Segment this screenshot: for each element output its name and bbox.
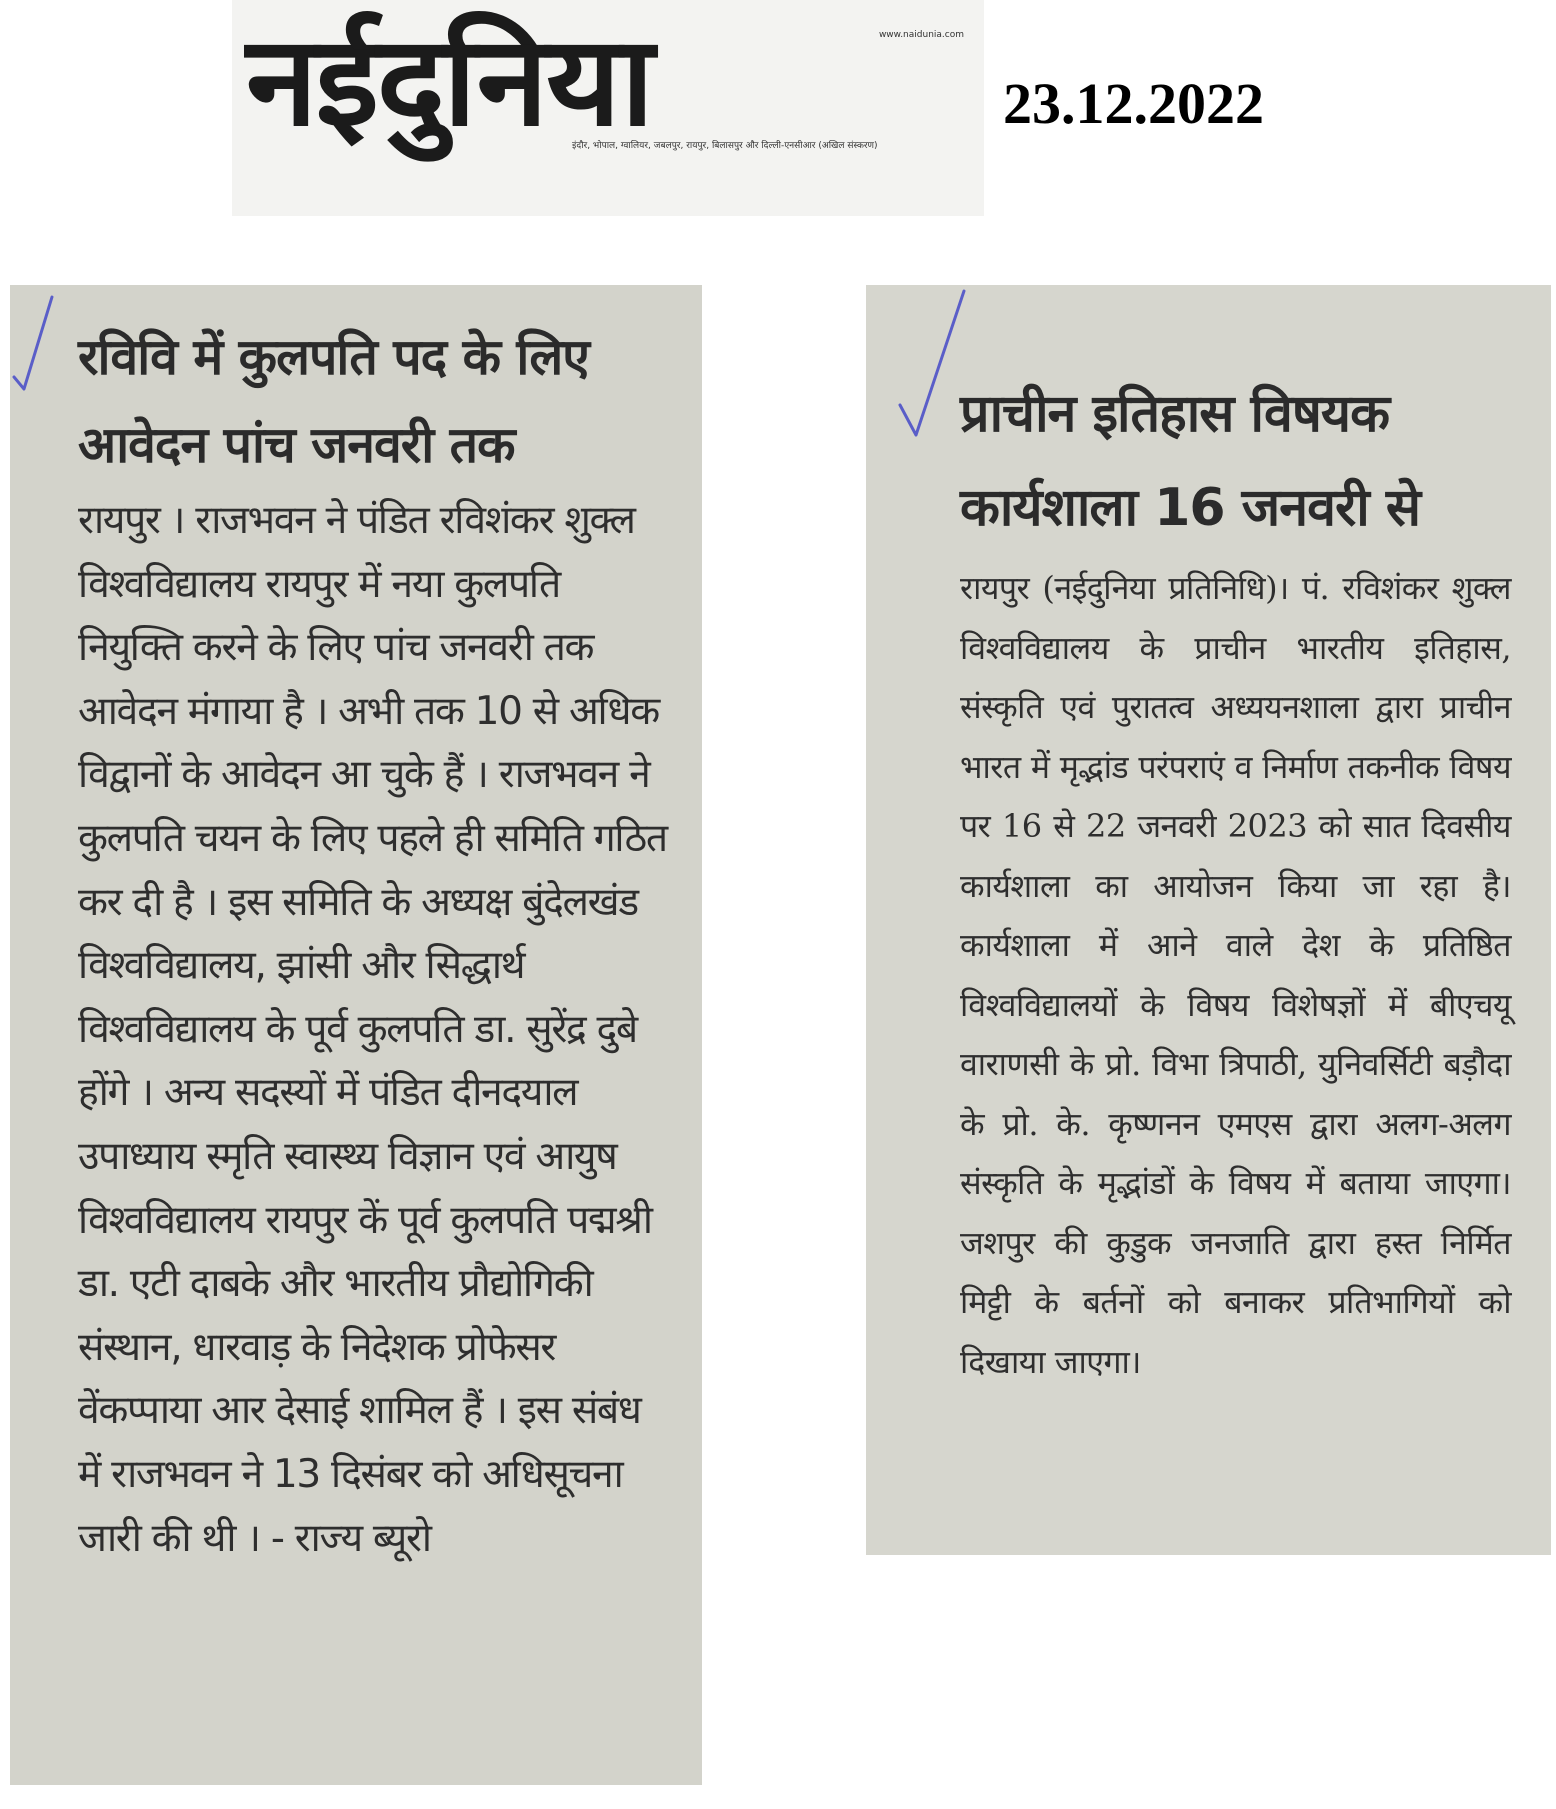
news-clipping-history-workshop [866, 285, 1551, 1555]
article-body: रायपुर (नईदुनिया प्रतिनिधि)। पं. रविशंकर शुक्ल विश्वविद्यालय के प्राचीन भारतीय इतिहास, संस्कृति एवं पुरातत्व अध्ययनशाला द्वारा प्राचीन भारत में मृद्भांड परंपराएं व निर्माण तकनीक विषय पर 16 से 22 जनवरी 2023 को सात दिवसीय कार्यशाला का आयोजन किया जा रहा है। कार्यशाला में आने वाले देश के प्रतिष्ठित विश्वविद्यालयों के विषय विशेषज्ञों में बीएचयू वाराणसी के प्रो. विभा त्रिपाठी, युनिवर्सिटी बड़ौदा के प्रो. के. कृष्णनन एमएस द्वारा अलग-अलग संस्कृति के मृद्भांडों के विषय में बताया जाएगा। जशपुर की कुडुक जनजाति द्वारा हस्त निर्मित मिट्टी के बर्तनों को बनाकर प्रतिभागियों को दिखाया जाएगा। [960, 569, 1511, 1381]
masthead-editions: इंदौर, भोपाल, ग्वालियर, जबलपुर, रायपुर, बिलासपुर और दिल्ली-एनसीआर (अखिल संस्करण) [572, 141, 878, 151]
headline-line-1: प्राचीन इतिहास विषयक [960, 384, 1390, 444]
headline-line-2: आवेदन पांच जनवरी तक [78, 416, 515, 474]
headline-line-2: कार्यशाला 16 जनवरी से [960, 478, 1421, 538]
article-headline [960, 367, 1511, 555]
headline-line-1: रविवि में कुलपति पद के लिए [78, 328, 589, 386]
article-headline [78, 313, 672, 489]
pen-checkmark-icon [10, 285, 70, 425]
newspaper-masthead [232, 0, 984, 216]
article-body: रायपुर । राजभवन ने पंडित रविशंकर शुक्ल विश्वविद्यालय रायपुर में नया कुलपति नियुक्ति करने के लिए पांच जनवरी तक आवेदन मंगाया है । अभी तक 10 से अधिक विद्वानों के आवेदन आ चुके हैं । राजभवन ने कुलपति चयन के लिए पहले ही समिति गठित कर दी है । इस समिति के अध्यक्ष बुंदेलखंड विश्वविद्यालय, झांसी और सिद्धार्थ विश्वविद्यालय के पूर्व कुलपति डा. सुरेंद्र दुबे होंगे । अन्य सदस्यों में पंडित दीनदयाल उपाध्याय स्मृति स्वास्थ्य विज्ञान एवं आयुष विश्वविद्यालय रायपुर कें पूर्व कुलपति पद्मश्री डा. एटी दाबके और भारतीय प्रौद्योगिकी संस्थान, धारवाड़ के निदेशक प्रोफेसर वेंकप्पाया आर देसाई शामिल हैं । इस संबंध में राजभवन ने 13 दिसंबर को अधिसूचना जारी की थी । - राज्य ब्यूरो [78, 498, 667, 1561]
masthead-url: www.naidunia.com [878, 30, 964, 40]
news-clipping-vice-chancellor [10, 285, 702, 1785]
publication-date: 23.12.2022 [1003, 71, 1264, 136]
newspaper-logo: नईदुनिया [246, 10, 653, 154]
